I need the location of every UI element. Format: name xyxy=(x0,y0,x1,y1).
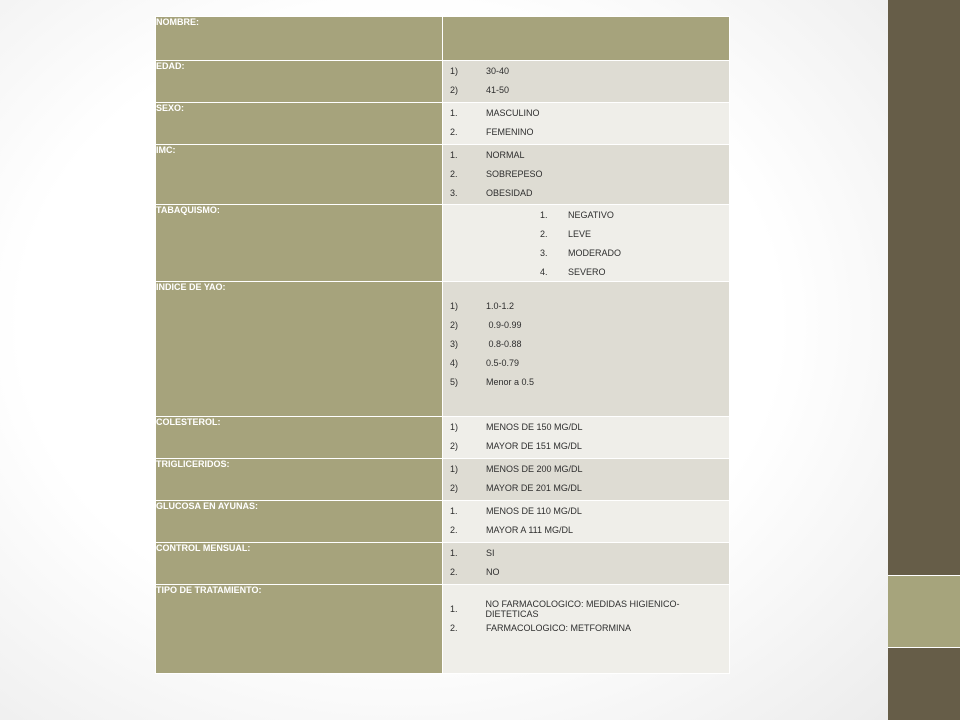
row-label: CONTROL MENSUAL: xyxy=(156,543,443,585)
option-item: 2) 0.9-0.99 xyxy=(450,319,522,330)
option-item: 2. LEVE xyxy=(540,228,592,239)
side-bar-dark xyxy=(888,0,960,576)
option-item: 5) Menor a 0.5 xyxy=(450,376,535,387)
option-item: 2. MAYOR A 111 MG/DL xyxy=(450,524,574,535)
patient-form-table xyxy=(155,16,730,674)
table-row xyxy=(156,103,730,145)
option-item: 4. SEVERO xyxy=(540,266,606,277)
side-bar-dark-bottom xyxy=(888,648,960,720)
row-label: TIPO DE TRATAMIENTO: xyxy=(156,585,443,674)
side-bar-accent xyxy=(888,576,960,648)
table-row xyxy=(156,61,730,103)
row-label: COLESTEROL: xyxy=(156,417,443,459)
option-item: 1. MASCULINO xyxy=(450,107,540,118)
row-label: EDAD: xyxy=(156,61,443,103)
options-cell xyxy=(443,417,730,459)
row-label: TRIGLICERIDOS: xyxy=(156,459,443,501)
options-cell xyxy=(443,543,730,585)
option-item: 1) 30-40 xyxy=(450,65,510,76)
row-label: SEXO: xyxy=(156,103,443,145)
option-item: 1. SI xyxy=(450,547,495,558)
option-item: 1) MENOS DE 200 MG/DL xyxy=(450,463,583,474)
option-item: 1. NORMAL xyxy=(450,149,525,160)
table-row xyxy=(156,282,730,417)
option-item: 2. NO xyxy=(450,566,500,577)
option-item: 2. FARMACOLOGICO: METFORMINA xyxy=(450,622,632,633)
option-item: 1. NEGATIVO xyxy=(540,209,614,220)
option-item: 3. MODERADO xyxy=(540,247,622,258)
option-item: 1) MENOS DE 150 MG/DL xyxy=(450,421,583,432)
option-item: 1. NO FARMACOLOGICO: MEDIDAS HIGIENICO-DIETETICAS xyxy=(450,598,680,619)
table-row xyxy=(156,417,730,459)
row-label: TABAQUISMO: xyxy=(156,205,443,282)
row-label: INDICE DE YAO: xyxy=(156,282,443,417)
options-cell xyxy=(443,585,730,674)
option-item: 3) 0.8-0.88 xyxy=(450,338,522,349)
options-cell xyxy=(443,501,730,543)
option-item: 1) 1.0-1.2 xyxy=(450,300,515,311)
option-item: 2. SOBREPESO xyxy=(450,168,543,179)
option-item: 2) 41-50 xyxy=(450,84,510,95)
table-row xyxy=(156,205,730,282)
options-cell xyxy=(443,103,730,145)
row-label: NOMBRE: xyxy=(156,17,443,61)
table-row xyxy=(156,145,730,205)
table-row xyxy=(156,543,730,585)
row-label: GLUCOSA EN AYUNAS: xyxy=(156,501,443,543)
options-cell xyxy=(443,145,730,205)
table-row xyxy=(156,501,730,543)
option-item: 2) MAYOR DE 201 MG/DL xyxy=(450,482,582,493)
options-cell xyxy=(443,61,730,103)
row-label: IMC: xyxy=(156,145,443,205)
table-row xyxy=(156,459,730,501)
options-cell xyxy=(443,459,730,501)
option-item: 1. MENOS DE 110 MG/DL xyxy=(450,505,582,516)
options-cell xyxy=(443,282,730,417)
option-item: 3. OBESIDAD xyxy=(450,187,533,198)
name-value-cell[interactable] xyxy=(443,17,730,61)
option-item: 2) MAYOR DE 151 MG/DL xyxy=(450,440,582,451)
option-item: 4) 0.5-0.79 xyxy=(450,357,520,368)
option-item: 2. FEMENINO xyxy=(450,126,534,137)
table-row xyxy=(156,17,730,61)
options-cell xyxy=(443,205,730,282)
table-row xyxy=(156,585,730,674)
